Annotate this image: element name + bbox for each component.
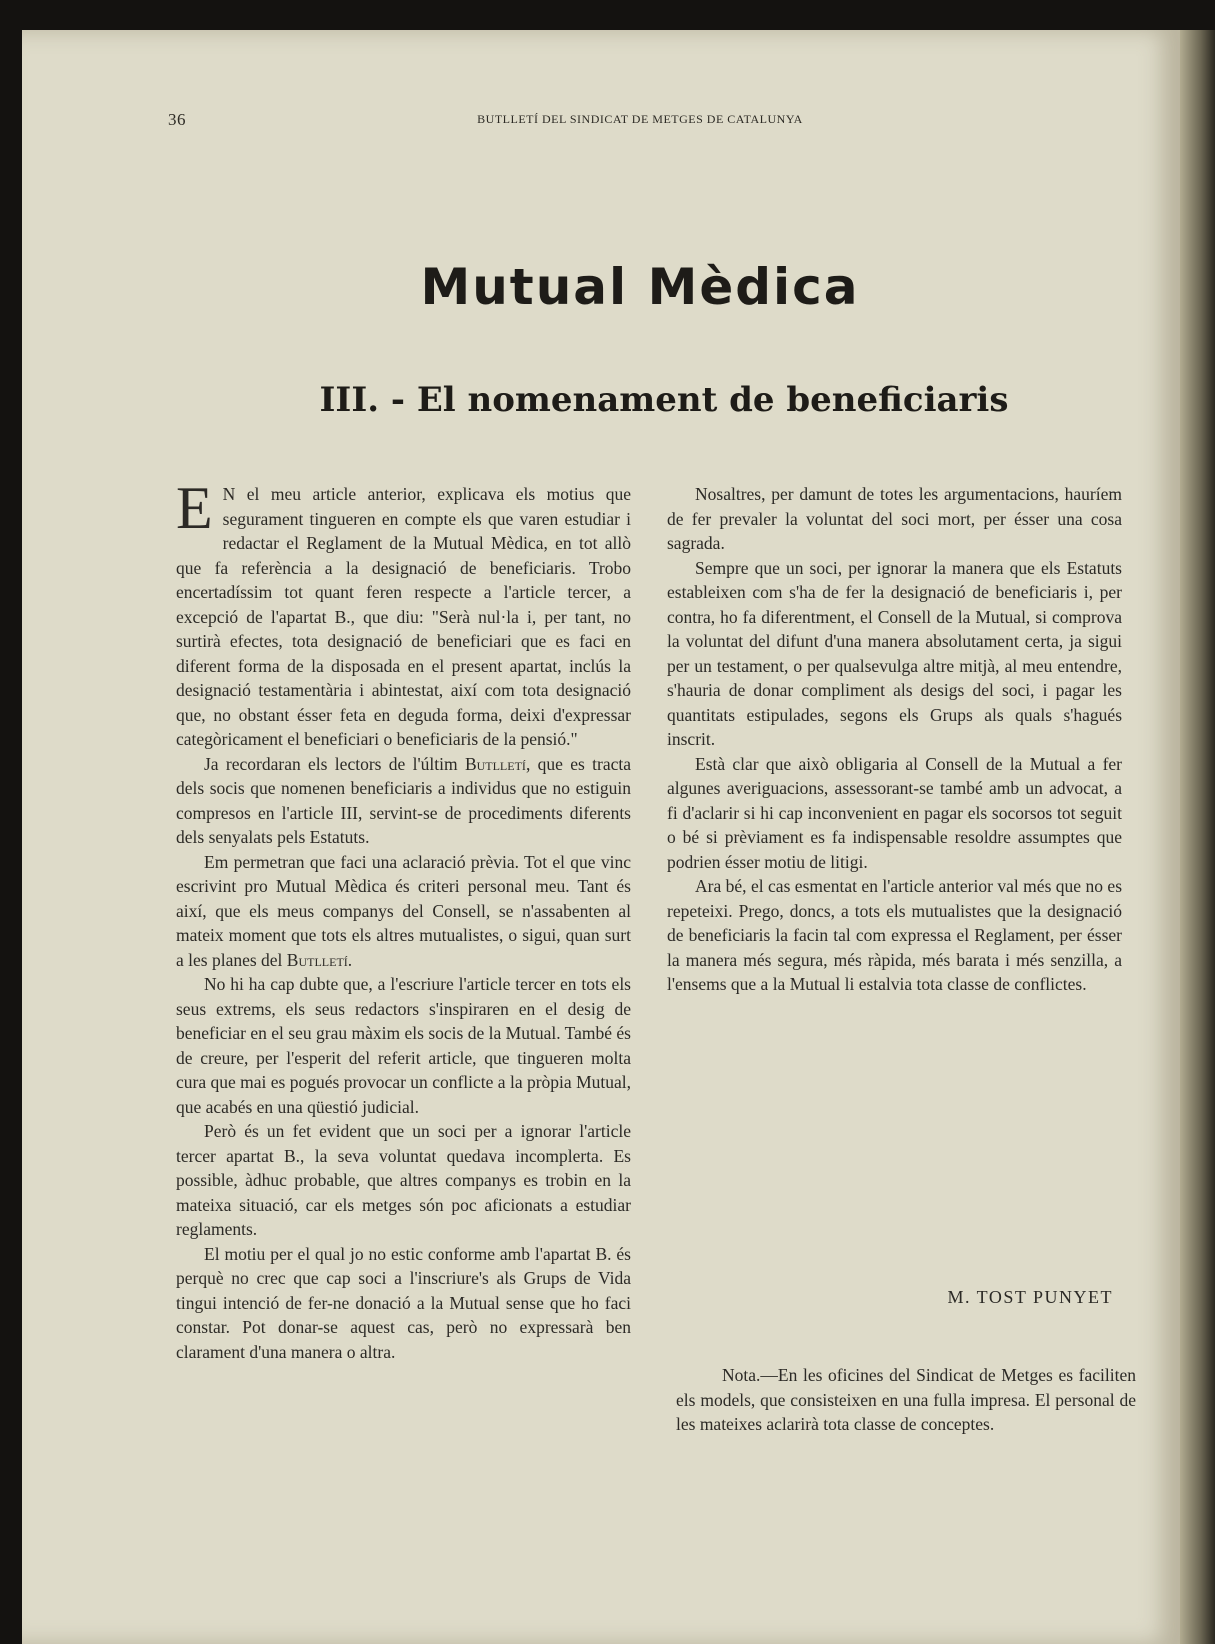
paragraph-2 <box>176 752 631 850</box>
paragraph-6: El motiu per el qual jo no estic conforme amb l'apartat B. és perquè no crec que cap soci a l'inscriure's als Grups de Vida tingui intenció de fer-ne donació a la Mutual sense que ho faci constar. Pot donar-se aquest cas, però no expressarà ben clarament d'una manera o altra. <box>176 1243 631 1362</box>
paragraph-9: Està clar que això obligaria al Consell de la Mutual a fer algunes averiguacions, assessorant-se també amb un advocat, a fi d'aclarir si hi cap inconvenient en pagar els socorsos tot seguit o bé si prèviament es fa indispensable resoldre assumptes que podrien ésser motiu de litigi. <box>667 753 1122 872</box>
footnote: Nota.—En les oficines del Sindicat de Metges es faciliten els models, que consisteixen en una fulla impresa. El personal de les mateixes aclarirà tota classe de conceptes. <box>676 1365 1136 1434</box>
paragraph-3-text-a: Em permetran que faci una aclaració prèvia. Tot el que vinc escrivint pro Mutual Mèdica és criteri personal meu. Tant és així, que els meus companys del Consell, se n'assabenten al mateix moment que tots els altres mutualistes, o sigui, quan surt a les planes del <box>176 851 631 970</box>
journal-reference: Butlletí <box>286 949 348 970</box>
journal-title: BUTLLETÍ DEL SINDICAT DE METGES DE CATALUNYA <box>477 112 803 126</box>
paragraph-7: Nosaltres, per damunt de totes les argumentacions, hauríem de fer prevaler la voluntat del soci mort, per ésser una cosa sagrada. <box>667 484 1122 553</box>
article-title: Mutual Mèdica <box>420 258 860 316</box>
drop-cap: E <box>176 475 213 541</box>
article-subtitle: III. - El nomenament de beneficiaris <box>319 380 1009 420</box>
paragraph-8: Sempre que un soci, per ignorar la manera que els Estatuts estableixen com s'ha de fer la designació de beneficiaris i, per contra, ho fa diferentment, el Consell de la Mutual, si comprova la voluntat del difunt d'una manera absolutament certa, ja sigui per un testament, o per qualsevulga altre mitjà, al meu entendre, s'hauria de donar compliment als desigs del soci, i pagar les quantitats estipulades, segons els Grups als quals s'hagués inscrit. <box>667 557 1122 749</box>
page-number: 36 <box>168 110 186 129</box>
paragraph-10: Ara bé, el cas esmentat en l'article anterior val més que no es repeteixi. Prego, doncs, a tots els mutualistes que la designació de beneficiaris la facin tal com expressa el Reglament, per ésser la manera més segura, més ràpida, més barata i més senzilla, a l'ensems que a la Mutual li estalvia tota classe de conflictes. <box>667 876 1122 994</box>
journal-reference: Butlletí <box>464 753 526 774</box>
paragraph-2-text-a: Ja recordaran els lectors de l'últim <box>204 753 465 774</box>
paragraph-5: Però és un fet evident que un soci per a ignorar l'article tercer apartat B., la seva voluntat quedava incomplerta. Es possible, àdhuc probable, que altres companys es trobin en la mateixa situació, car els metges són poc aficionats a estudiar reglaments. <box>176 1121 631 1239</box>
paragraph-3-text-b: . <box>347 949 353 970</box>
paragraph-3 <box>176 850 631 973</box>
author-signature: M. TOST PUNYET <box>947 1287 1113 1307</box>
paragraph-2-text-b: , que es tracta dels socis que nomenen beneficiaris a individus que no estiguin compresos en l'article III, servint-se de procediments diferents dels senyalats pels Estatuts. <box>176 753 632 847</box>
text-column-left <box>176 475 632 1364</box>
paragraph-1 <box>176 475 631 752</box>
text-column-right <box>667 482 1122 997</box>
paragraph-1-text: N el meu article anterior, explicava els motius que segurament tingueren en compte els que varen estudiar i redactar el Reglament de la Mutual Mèdica, en tot allò que fa referència a la designació de beneficiaris. Trobo encertadíssim tot quant feren respecte a l'article tercer, a excepció de l'apartat B., que diu: "Serà nul·la i, per tant, no surtirà efectes, tota designació de beneficiari que es faci en diferent forma de la disposada en el present apartat, inclús la designació testamentària i abintestat, així com tota designació que, no obstant ésser feta en deguda forma, deixi d'expressar categòricament el beneficiari o beneficiaris de la pensió." <box>176 484 631 749</box>
paragraph-4: No hi ha cap dubte que, a l'escriure l'article tercer en tots els seus extrems, els seus redactors s'inspiraren en el desig de beneficiar en el seu grau màxim els socis de la Mutual. També és de creure, per l'esperit del referit article, que tingueren molta cura que mai es pogués provocar un conflicte a la pròpia Mutual, que acabés en una qüestió judicial. <box>176 974 631 1117</box>
